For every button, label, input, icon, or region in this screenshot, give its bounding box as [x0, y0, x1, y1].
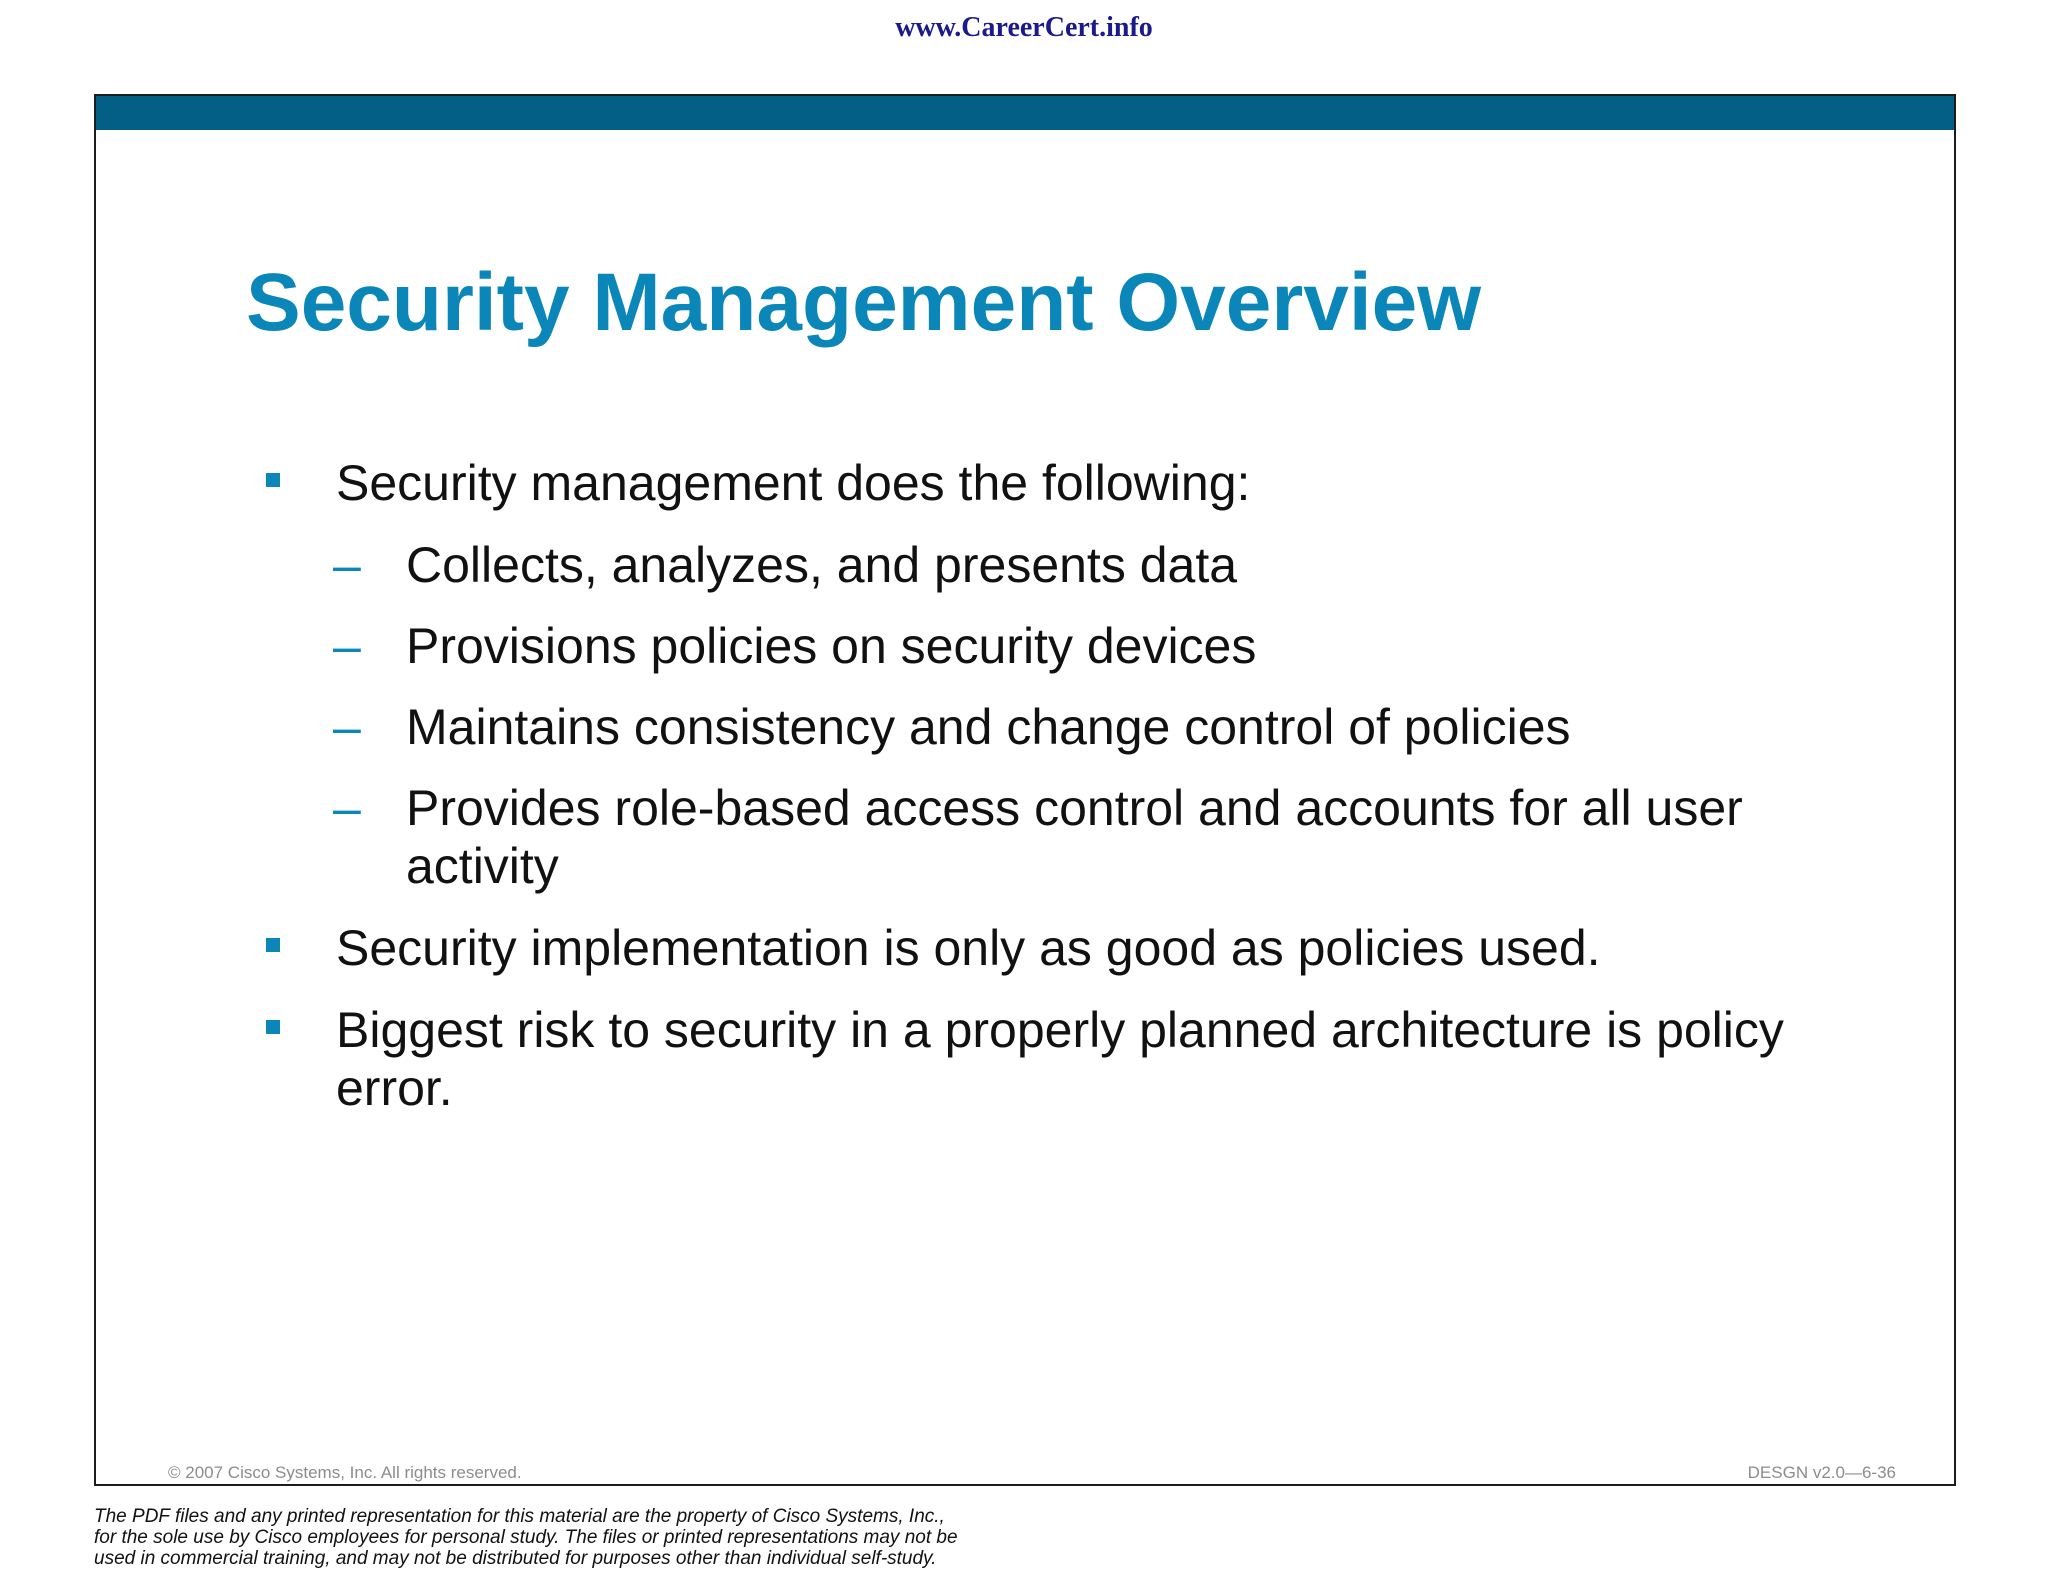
bullet-text: Security management does the following: — [336, 455, 1251, 511]
bullet-item — [266, 1001, 1886, 1117]
disclaimer-line: The PDF files and any printed representation for this material are the property of Cisco Systems, Inc., — [94, 1506, 945, 1527]
bullet-text: Biggest risk to security in a properly planned architecture is policy error. — [336, 1002, 1784, 1116]
dash-bullet-icon: – — [333, 780, 361, 836]
site-url: www.CareerCert.info — [895, 12, 1153, 43]
sub-bullet-text: Provides role-based access control and accounts for all user activity — [406, 780, 1743, 894]
slide-title: Security Management Overview — [246, 257, 1482, 348]
disclaimer-line: for the sole use by Cisco employees for personal study. The files or printed representations may not be — [94, 1527, 958, 1548]
sub-bullet-text: Collects, analyzes, and presents data — [406, 537, 1238, 593]
sub-bullet-list — [266, 536, 1886, 895]
bullet-text: Security implementation is only as good as policies used. — [336, 920, 1601, 976]
sub-bullet-text: Maintains consistency and change control of policies — [406, 699, 1571, 755]
dash-bullet-icon: – — [333, 699, 361, 755]
sub-bullet-text: Provisions policies on security devices — [406, 618, 1257, 674]
course-code: DESGN v2.0—6-36 — [1747, 1463, 1896, 1482]
disclaimer-line: used in commercial training, and may not be distributed for purposes other than individual self-study. — [94, 1548, 937, 1569]
square-bullet-icon — [266, 1020, 280, 1034]
bullet-item — [266, 454, 1886, 512]
square-bullet-icon — [266, 938, 280, 952]
sub-bullet-item — [266, 779, 1886, 895]
disclaimer — [94, 1506, 1094, 1569]
slide-frame — [94, 94, 1956, 1486]
dash-bullet-icon: – — [333, 618, 361, 674]
bullet-item — [266, 919, 1886, 977]
copyright-notice: © 2007 Cisco Systems, Inc. All rights reserved. — [168, 1463, 522, 1482]
sub-bullet-item — [266, 536, 1886, 594]
slide-header-bar — [96, 96, 1954, 130]
sub-bullet-item — [266, 617, 1886, 675]
slide-content — [266, 454, 1886, 1141]
sub-bullet-item — [266, 698, 1886, 756]
square-bullet-icon — [266, 473, 280, 487]
dash-bullet-icon: – — [333, 537, 361, 593]
